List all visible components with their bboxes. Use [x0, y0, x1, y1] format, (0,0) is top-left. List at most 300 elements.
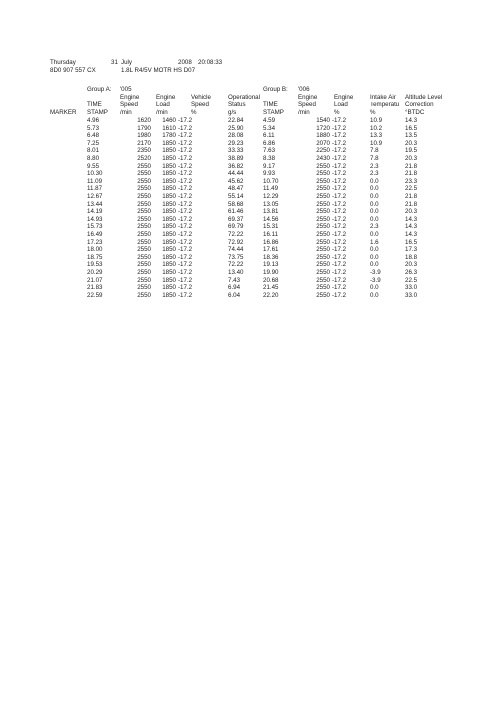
engine-load-b-cell: -17.2 [332, 200, 347, 208]
time-a-cell: 7.25 [87, 139, 100, 147]
time-a-cell: 10.30 [87, 170, 103, 178]
engine-speed-cell: 2550 [137, 253, 151, 261]
operational-cell: 7.43 [228, 276, 241, 284]
intake-air-cell: 0.0 [370, 291, 379, 299]
engine-load-b-header-1: Engine [334, 94, 354, 101]
table-row [0, 209, 500, 217]
engine-load-cell: 1850 [162, 253, 176, 261]
engine-load-b-cell: -17.2 [332, 117, 347, 124]
time-b-cell: 6.11 [263, 132, 275, 140]
engine-b-cell: 2550 [316, 231, 330, 238]
engine-description: 1.8L R4/5V MOTR HS D07 [121, 67, 196, 74]
part-number: 8D0 907 557 CX [50, 67, 96, 74]
group-b-value: '006 [298, 86, 310, 93]
engine-load-cell: 1850 [162, 238, 176, 246]
time-a-cell: 5.73 [87, 124, 100, 132]
engine-speed-cell: 2550 [137, 231, 151, 238]
time-b-cell: 15.31 [263, 223, 279, 231]
engine-b-cell: 2550 [316, 253, 330, 261]
group-b-label: Group B: [263, 86, 288, 93]
time-a-cell: 22.59 [87, 291, 103, 299]
time-a-cell: 12.67 [87, 193, 103, 200]
time-a-cell: 15.73 [87, 223, 103, 231]
engine-load-cell: 1850 [162, 223, 176, 231]
altitude-cell: 23.3 [405, 177, 418, 185]
intake-air-cell: 13.3 [370, 132, 383, 140]
engine-speed-cell: 2520 [137, 155, 151, 162]
intake-air-cell: 0.0 [370, 284, 379, 292]
time-b-cell: 22.20 [263, 291, 279, 299]
table-row [0, 224, 500, 232]
table-row [0, 202, 500, 210]
engine-load-b-cell: -17.2 [332, 291, 347, 299]
intake-air-cell: 7.8 [370, 147, 379, 155]
engine-b-cell: 2550 [316, 177, 330, 185]
intake-air-cell: 10.9 [370, 117, 383, 124]
engine-load-cell: 1850 [162, 139, 176, 147]
time-a-cell: 21.07 [87, 276, 103, 284]
altitude-cell: 14.3 [405, 223, 418, 231]
engine-load-b-cell: -17.2 [332, 139, 347, 147]
engine-load-b-cell: -17.2 [332, 185, 347, 193]
time-b-cell: 18.36 [263, 253, 279, 261]
table-row [0, 171, 500, 179]
table-row [0, 179, 500, 187]
time-b-cell: 10.70 [263, 177, 279, 185]
intake-air-header-1: Intake Air [370, 94, 396, 101]
intake-air-cell: 0.0 [370, 231, 379, 238]
engine-load-cell: 1850 [162, 170, 176, 178]
time-b-cell: 4.59 [263, 117, 276, 124]
engine-load-b-cell: -17.2 [332, 132, 347, 140]
table-row [0, 262, 500, 270]
engine-load-b-cell: -17.2 [332, 193, 347, 200]
engine-load-b-cell: -17.2 [332, 208, 347, 216]
intake-air-cell: 0.0 [370, 208, 379, 216]
engine-b-cell: 2550 [316, 276, 330, 284]
engine-load-cell: 1850 [162, 291, 176, 299]
operational-cell: 72.92 [228, 238, 244, 246]
engine-b-header-3: /min [298, 109, 310, 116]
engine-load-b-cell: -17.2 [332, 269, 347, 276]
vehicle-speed-cell: -17.2 [178, 269, 193, 276]
intake-air-cell: -3.9 [370, 276, 381, 284]
vehicle-speed-cell: -17.2 [178, 215, 193, 223]
intake-air-cell: -3.9 [370, 269, 381, 276]
table-row [0, 164, 500, 172]
time-a-header-1: TIME [87, 101, 102, 108]
engine-load-cell: 1850 [162, 177, 176, 185]
engine-load-header-2: Load [156, 101, 170, 108]
month-label: July [121, 59, 133, 66]
engine-b-cell: 2550 [316, 215, 330, 223]
vehicle-speed-cell: -17.2 [178, 117, 193, 124]
engine-load-b-cell: -17.2 [332, 223, 347, 231]
engine-speed-cell: 2550 [137, 170, 151, 178]
intake-air-cell: 7.8 [370, 155, 379, 162]
time-b-cell: 14.56 [263, 215, 279, 223]
table-row [0, 156, 500, 164]
group-a-value: '005 [120, 86, 132, 93]
time-a-cell: 14.93 [87, 215, 103, 223]
intake-air-cell: 10.2 [370, 124, 383, 132]
operational-header-2: Status [228, 101, 246, 108]
time-b-cell: 6.86 [263, 139, 276, 147]
engine-load-cell: 1850 [162, 276, 176, 284]
time-b-cell: 17.61 [263, 246, 279, 254]
engine-b-cell: 1540 [316, 117, 330, 124]
altitude-cell: 16.5 [405, 124, 418, 132]
intake-air-cell: 0.0 [370, 193, 379, 200]
engine-load-cell: 1850 [162, 208, 176, 216]
time-a-cell: 8.80 [87, 155, 100, 162]
vehicle-speed-cell: -17.2 [178, 253, 193, 261]
altitude-cell: 13.5 [405, 132, 418, 140]
altitude-header-2: Correction [405, 101, 434, 108]
altitude-cell: 22.5 [405, 185, 418, 193]
table-row [0, 194, 500, 202]
time-b-cell: 16.86 [263, 238, 279, 246]
engine-load-b-cell: -17.2 [332, 253, 347, 261]
time-a-cell: 14.19 [87, 208, 103, 216]
operational-cell: 25.90 [228, 124, 244, 132]
time-b-cell: 9.17 [263, 162, 276, 170]
intake-air-cell: 0.0 [370, 200, 379, 208]
altitude-cell: 21.8 [405, 193, 418, 200]
engine-speed-header-1: Engine [120, 94, 140, 101]
operational-cell: 6.94 [228, 284, 241, 292]
engine-load-cell: 1850 [162, 269, 176, 276]
altitude-cell: 14.3 [405, 117, 418, 124]
operational-cell: 72.22 [228, 261, 244, 269]
intake-air-header-2: Temperatu [370, 102, 400, 108]
operational-header-1: Operational [228, 94, 260, 101]
time-a-cell: 8.01 [87, 147, 100, 155]
time-b-cell: 9.93 [263, 170, 276, 178]
engine-load-b-cell: -17.2 [332, 162, 347, 170]
operational-cell: 29.23 [228, 139, 244, 147]
altitude-header-3: °BTDC [405, 109, 425, 116]
time-a-cell: 20.29 [87, 269, 103, 276]
time-b-cell: 13.81 [263, 208, 279, 216]
group-a-label: Group A: [87, 86, 112, 93]
engine-speed-cell: 2550 [137, 284, 151, 292]
vehicle-speed-cell: -17.2 [178, 284, 193, 292]
engine-load-cell: 1850 [162, 246, 176, 254]
time-a-cell: 18.00 [87, 246, 103, 254]
engine-speed-cell: 2550 [137, 269, 151, 276]
intake-air-cell: 0.0 [370, 253, 379, 261]
time-a-cell: 13.44 [87, 200, 103, 208]
time-a-cell: 16.49 [87, 231, 103, 238]
table-row [0, 240, 500, 248]
table-row [0, 148, 500, 156]
altitude-cell: 21.8 [405, 170, 418, 178]
time-b-header-2: STAMP [263, 109, 284, 116]
engine-load-header-1: Engine [156, 94, 176, 101]
engine-speed-header-3: /min [120, 109, 132, 116]
altitude-header-1: Altitude Level [405, 94, 443, 101]
time-b-cell: 20.68 [263, 276, 279, 284]
time-a-cell: 4.96 [87, 117, 100, 124]
time-a-cell: 11.09 [87, 177, 103, 185]
engine-b-cell: 2430 [316, 155, 330, 162]
engine-speed-cell: 2550 [137, 162, 151, 170]
operational-cell: 73.75 [228, 253, 244, 261]
vehicle-speed-cell: -17.2 [178, 246, 193, 254]
date-number: 31 [111, 59, 118, 66]
vehicle-speed-cell: -17.2 [178, 185, 193, 193]
engine-speed-cell: 2550 [137, 185, 151, 193]
vehicle-speed-cell: -17.2 [178, 147, 193, 155]
operational-cell: 69.37 [228, 215, 244, 223]
engine-speed-cell: 2550 [137, 238, 151, 246]
operational-cell: 61.46 [228, 208, 244, 216]
altitude-cell: 20.3 [405, 155, 418, 162]
time-b-cell: 21.45 [263, 284, 279, 292]
engine-load-cell: 1850 [162, 231, 176, 238]
time-b-cell: 7.63 [263, 147, 276, 155]
engine-load-header-3: /min [156, 109, 168, 116]
engine-speed-cell: 2550 [137, 200, 151, 208]
engine-speed-header-2: Speed [120, 101, 138, 108]
engine-load-b-cell: -17.2 [332, 215, 347, 223]
time-b-header-1: TIME [263, 101, 278, 108]
time-a-header-2: STAMP [87, 109, 108, 116]
engine-load-b-cell: -17.2 [332, 177, 347, 185]
operational-cell: 44.44 [228, 170, 244, 178]
altitude-cell: 33.0 [405, 284, 418, 292]
vehicle-speed-cell: -17.2 [178, 200, 193, 208]
engine-b-cell: 2070 [316, 139, 330, 147]
table-row [0, 285, 500, 293]
engine-load-b-cell: -17.2 [332, 238, 347, 246]
engine-b-cell: 2250 [316, 147, 330, 155]
time-a-cell: 9.55 [87, 162, 100, 170]
engine-speed-cell: 2550 [137, 177, 151, 185]
intake-air-cell: 0.0 [370, 246, 379, 254]
engine-b-cell: 2550 [316, 261, 330, 269]
altitude-cell: 22.5 [405, 276, 418, 284]
operational-cell: 38.89 [228, 155, 244, 162]
engine-load-cell: 1780 [162, 132, 176, 140]
engine-speed-cell: 1790 [137, 124, 151, 132]
operational-cell: 48.47 [228, 185, 244, 193]
table-row [0, 270, 500, 278]
engine-load-b-cell: -17.2 [332, 231, 347, 238]
engine-b-cell: 2550 [316, 170, 330, 178]
time-a-cell: 17.23 [87, 238, 103, 246]
engine-load-b-cell: -17.2 [332, 284, 347, 292]
engine-speed-cell: 2550 [137, 261, 151, 269]
operational-cell: 72.22 [228, 231, 244, 238]
table-row [0, 255, 500, 263]
table-row [0, 141, 500, 149]
altitude-cell: 17.3 [405, 246, 418, 254]
table-row [0, 232, 500, 240]
engine-speed-cell: 2550 [137, 193, 151, 200]
altitude-cell: 19.5 [405, 147, 418, 155]
vehicle-speed-cell: -17.2 [178, 170, 193, 178]
altitude-cell: 14.3 [405, 231, 418, 238]
table-row [0, 118, 500, 126]
operational-cell: 69.79 [228, 223, 244, 231]
engine-speed-cell: 2550 [137, 208, 151, 216]
intake-air-cell: 2.3 [370, 162, 379, 170]
vehicle-speed-cell: -17.2 [178, 276, 193, 284]
operational-cell: 58.68 [228, 200, 244, 208]
altitude-cell: 21.8 [405, 162, 418, 170]
engine-load-b-header-2: Load [334, 101, 348, 108]
engine-load-cell: 1460 [162, 117, 176, 124]
engine-load-cell: 1850 [162, 155, 176, 162]
operational-header-3: g/s [228, 109, 237, 116]
engine-load-cell: 1850 [162, 185, 176, 193]
engine-load-cell: 1610 [162, 124, 176, 132]
intake-air-cell: 0.0 [370, 215, 379, 223]
time-b-cell: 12.29 [263, 193, 279, 200]
table-row [0, 126, 500, 134]
vehicle-speed-cell: -17.2 [178, 231, 193, 238]
intake-air-cell: 2.3 [370, 170, 379, 178]
altitude-cell: 14.3 [405, 215, 418, 223]
engine-speed-cell: 2550 [137, 291, 151, 299]
intake-air-cell: 10.9 [370, 139, 383, 147]
engine-load-b-cell: -17.2 [332, 246, 347, 254]
time-label: 20:08:33 [198, 59, 223, 66]
vehicle-speed-cell: -17.2 [178, 132, 193, 140]
vehicle-speed-cell: -17.2 [178, 124, 193, 132]
intake-air-cell: 0.0 [370, 177, 379, 185]
engine-load-cell: 1850 [162, 162, 176, 170]
engine-b-cell: 2550 [316, 193, 330, 200]
engine-b-header-2: Speed [298, 101, 316, 108]
time-a-cell: 6.48 [87, 132, 100, 140]
time-a-cell: 11.87 [87, 185, 103, 193]
time-b-cell: 19.90 [263, 269, 279, 276]
intake-air-cell: 0.0 [370, 185, 379, 193]
time-b-cell: 8.38 [263, 155, 276, 162]
engine-load-cell: 1850 [162, 215, 176, 223]
engine-load-cell: 1850 [162, 147, 176, 155]
engine-b-header-1: Engine [298, 94, 318, 101]
engine-b-cell: 2550 [316, 291, 330, 299]
operational-cell: 22.84 [228, 117, 244, 124]
operational-cell: 28.08 [228, 132, 244, 140]
altitude-cell: 16.5 [405, 238, 418, 246]
operational-cell: 36.82 [228, 162, 244, 170]
engine-b-cell: 2550 [316, 185, 330, 193]
table-row [0, 247, 500, 255]
altitude-cell: 33.0 [405, 291, 418, 299]
vehicle-speed-cell: -17.2 [178, 177, 193, 185]
engine-speed-cell: 2550 [137, 276, 151, 284]
table-row [0, 186, 500, 194]
time-a-cell: 19.53 [87, 261, 103, 269]
engine-b-cell: 2550 [316, 223, 330, 231]
engine-speed-cell: 2170 [137, 139, 151, 147]
engine-load-cell: 1850 [162, 193, 176, 200]
altitude-cell: 20.3 [405, 261, 418, 269]
vehicle-speed-cell: -17.2 [178, 261, 193, 269]
vehicle-speed-header-2: Speed [191, 101, 209, 108]
vehicle-speed-cell: -17.2 [178, 139, 193, 147]
engine-b-cell: 2550 [316, 162, 330, 170]
engine-b-cell: 2550 [316, 208, 330, 216]
vehicle-speed-cell: -17.2 [178, 208, 193, 216]
operational-cell: 33.33 [228, 147, 244, 155]
intake-air-cell: 2.3 [370, 223, 379, 231]
altitude-cell: 20.3 [405, 139, 418, 147]
intake-air-cell: 0.0 [370, 261, 379, 269]
engine-load-cell: 1850 [162, 261, 176, 269]
engine-speed-cell: 2350 [137, 147, 151, 155]
vehicle-speed-header-1: Vehicle [191, 94, 211, 101]
engine-b-cell: 1720 [316, 124, 330, 132]
engine-speed-cell: 2550 [137, 223, 151, 231]
operational-cell: 45.62 [228, 177, 244, 185]
time-a-cell: 18.75 [87, 253, 103, 261]
table-row [0, 133, 500, 141]
time-b-cell: 5.34 [263, 124, 276, 132]
engine-speed-cell: 2550 [137, 215, 151, 223]
intake-air-cell: 1.6 [370, 238, 379, 246]
time-b-cell: 11.49 [263, 185, 279, 193]
altitude-cell: 18.8 [405, 253, 418, 261]
engine-load-b-cell: -17.2 [332, 147, 347, 155]
vehicle-speed-cell: -17.2 [178, 291, 193, 299]
engine-load-cell: 1850 [162, 200, 176, 208]
vehicle-speed-header-3: % [191, 109, 197, 116]
intake-air-header-3: % [370, 109, 376, 116]
day-label: Thursday [50, 59, 76, 66]
altitude-cell: 26.3 [405, 269, 418, 276]
operational-cell: 13.40 [228, 269, 244, 276]
vehicle-speed-cell: -17.2 [178, 162, 193, 170]
engine-b-cell: 2550 [316, 238, 330, 246]
year-label: 2008 [178, 59, 192, 66]
altitude-cell: 20.3 [405, 208, 418, 216]
engine-b-cell: 2550 [316, 284, 330, 292]
engine-speed-cell: 1980 [137, 132, 151, 140]
vehicle-speed-cell: -17.2 [178, 155, 193, 162]
operational-cell: 6.04 [228, 291, 241, 299]
engine-load-b-cell: -17.2 [332, 155, 347, 162]
vehicle-speed-cell: -17.2 [178, 223, 193, 231]
vehicle-speed-cell: -17.2 [178, 238, 193, 246]
engine-load-b-cell: -17.2 [332, 170, 347, 178]
altitude-cell: 21.8 [405, 200, 418, 208]
time-b-cell: 19.13 [263, 261, 279, 269]
engine-load-b-cell: -17.2 [332, 124, 347, 132]
engine-b-cell: 1880 [316, 132, 330, 140]
engine-load-cell: 1850 [162, 284, 176, 292]
engine-b-cell: 2550 [316, 269, 330, 276]
engine-b-cell: 2550 [316, 200, 330, 208]
engine-speed-cell: 2550 [137, 246, 151, 254]
table-row [0, 217, 500, 225]
time-b-cell: 13.05 [263, 200, 279, 208]
time-a-cell: 21.83 [87, 284, 103, 292]
time-b-cell: 16.11 [263, 231, 279, 238]
engine-load-b-cell: -17.2 [332, 261, 347, 269]
table-row [0, 278, 500, 286]
engine-load-b-cell: -17.2 [332, 276, 347, 284]
engine-b-cell: 2550 [316, 246, 330, 254]
table-row [0, 293, 500, 301]
marker-header: MARKER [50, 109, 77, 116]
engine-speed-cell: 1620 [137, 117, 151, 124]
